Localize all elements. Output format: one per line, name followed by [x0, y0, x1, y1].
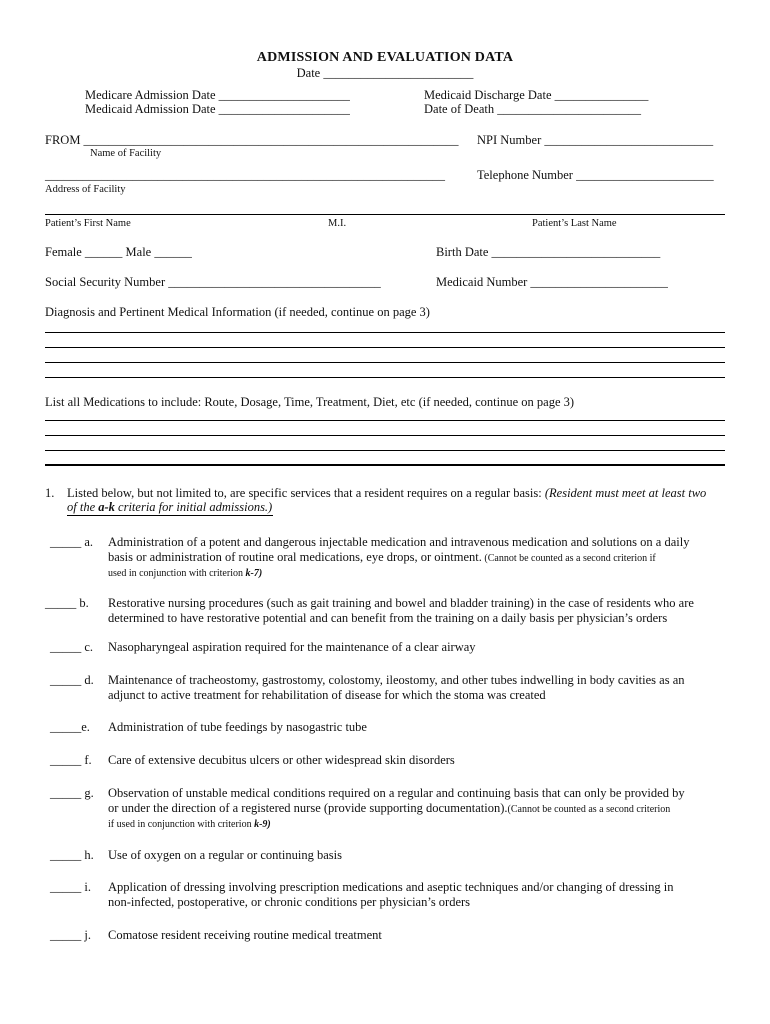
- item-a-line2: [108, 550, 708, 566]
- medicaid-admission-date-field[interactable]: Medicaid Admission Date _____________________: [85, 102, 350, 116]
- item-h-text: [108, 848, 708, 863]
- item-j-text: [108, 928, 708, 943]
- item-g-note: (Cannot be counted as a second criterion: [507, 804, 671, 815]
- facility-address-caption: Address of Facility: [45, 184, 126, 195]
- item-c-text: [108, 640, 708, 655]
- checkbox-item-j[interactable]: _____ j.: [50, 928, 91, 942]
- telephone-number-field[interactable]: Telephone Number ______________________: [477, 168, 714, 182]
- checkbox-item-d[interactable]: _____ d.: [50, 673, 94, 687]
- checkbox-item-b[interactable]: _____ b.: [45, 596, 89, 610]
- item-f-line1: Care of extensive decubitus ulcers or other widespread skin disorders: [108, 753, 455, 767]
- item-a-line2-text: basis or administration of routine oral medications, eye drops, or ointment.: [108, 550, 482, 564]
- medications-line[interactable]: [45, 435, 725, 436]
- item-i-line1: Application of dressing involving prescription medications and aseptic techniques and/or changing of dressing in: [108, 880, 674, 894]
- item-g-criterion: k-9): [254, 819, 271, 830]
- checkbox-item-a[interactable]: _____ a.: [50, 535, 94, 549]
- checkbox-item-f[interactable]: _____ f.: [50, 753, 92, 767]
- item-a-note: (Cannot be counted as a second criterion if: [481, 553, 656, 564]
- item-g-line1: Observation of unstable medical conditions required on a regular and continuing basis that can only be provided by: [108, 786, 685, 800]
- checkbox-item-e[interactable]: _____e.: [50, 720, 90, 734]
- item-a-line3: [108, 566, 708, 581]
- medications-line[interactable]: [45, 450, 725, 451]
- birth-date-field[interactable]: Birth Date ___________________________: [436, 245, 661, 259]
- section-intro: [67, 486, 706, 501]
- medicaid-number-field[interactable]: Medicaid Number ______________________: [436, 275, 668, 289]
- facility-name-field[interactable]: FROM ____________________________________________________________: [45, 133, 459, 147]
- diagnosis-line[interactable]: [45, 362, 725, 363]
- medicaid-discharge-date-field[interactable]: Medicaid Discharge Date _______________: [424, 88, 649, 102]
- item-e-text: [108, 720, 708, 735]
- section-intro-criteria: a-k: [98, 500, 115, 514]
- medications-line[interactable]: [45, 420, 725, 421]
- item-b-line2: determined to have restorative potential and can benefit from the training on a daily basis per physician’s orders: [108, 611, 668, 625]
- ssn-field[interactable]: Social Security Number __________________________________: [45, 275, 381, 289]
- patient-mi-caption: M.I.: [328, 218, 347, 229]
- section-intro-text: Listed below, but not limited to, are specific services that a resident requires on a regular basis:: [67, 486, 542, 500]
- sex-field[interactable]: Female ______ Male ______: [45, 245, 192, 259]
- item-g-line3-text: if used in conjunction with criterion: [108, 819, 255, 830]
- item-d-line1: Maintenance of tracheostomy, gastrostomy, colostomy, ileostomy, and other tubes indwelling in body cavities as an: [108, 673, 685, 687]
- item-g-line2: [108, 801, 708, 817]
- diagnosis-line[interactable]: [45, 347, 725, 348]
- diagnosis-line[interactable]: [45, 377, 725, 378]
- item-e-line1: Administration of tube feedings by nasogastric tube: [108, 720, 367, 734]
- item-h-line1: Use of oxygen on a regular or continuing basis: [108, 848, 342, 862]
- item-g-line2-text: or under the direction of a registered nurse (provide supporting documentation).: [108, 801, 508, 815]
- section-intro-underline: [67, 515, 273, 516]
- medications-label: List all Medications to include: Route, Dosage, Time, Treatment, Diet, etc (if needed, continue on page 3): [45, 395, 575, 409]
- section-divider: [45, 464, 725, 466]
- item-i-text: [108, 880, 708, 910]
- facility-name-caption: Name of Facility: [90, 148, 162, 159]
- item-g-text: [108, 786, 708, 832]
- patient-name-line[interactable]: [45, 214, 725, 215]
- date-of-death-field[interactable]: Date of Death _______________________: [424, 102, 641, 116]
- form-title: ADMISSION AND EVALUATION DATA: [256, 50, 514, 65]
- item-a-line1: Administration of a potent and dangerous injectable medication and intravenous medication and solutions on a daily: [108, 535, 690, 549]
- item-i-line2: non-infected, postoperative, or chronic conditions per physician’s orders: [108, 895, 471, 909]
- npi-number-field[interactable]: NPI Number ___________________________: [477, 133, 714, 147]
- checkbox-item-h[interactable]: _____ h.: [50, 848, 94, 862]
- item-g-line3: [108, 817, 708, 832]
- item-b-line1: Restorative nursing procedures (such as gait training and bowel and bladder training) in the case of residents who are: [108, 596, 694, 610]
- item-b-text: [108, 596, 708, 626]
- item-f-text: [108, 753, 708, 768]
- item-d-line2: adjunct to active treatment for rehabilitation of disease for which the stoma was created: [108, 688, 546, 702]
- item-j-line1: Comatose resident receiving routine medical treatment: [108, 928, 382, 942]
- item-a-line3-text: used in conjunction with criterion: [108, 568, 246, 579]
- item-d-text: [108, 673, 708, 703]
- date-field[interactable]: Date ________________________: [296, 66, 474, 80]
- diagnosis-line[interactable]: [45, 332, 725, 333]
- section-intro-rest: criteria for initial admissions.): [114, 500, 273, 514]
- checkbox-item-g[interactable]: _____ g.: [50, 786, 94, 800]
- section-number: 1.: [45, 486, 55, 500]
- section-intro-line2: [67, 500, 272, 515]
- checkbox-item-i[interactable]: _____ i.: [50, 880, 91, 894]
- patient-last-name-caption: Patient’s Last Name: [532, 218, 617, 229]
- item-c-line1: Nasopharyngeal aspiration required for the maintenance of a clear airway: [108, 640, 476, 654]
- medicare-admission-date-field[interactable]: Medicare Admission Date _____________________: [85, 88, 350, 102]
- diagnosis-label: Diagnosis and Pertinent Medical Information (if needed, continue on page 3): [45, 305, 430, 319]
- item-a-criterion: k-7): [245, 568, 263, 579]
- item-a-text: [108, 535, 708, 581]
- section-intro-italic: (Resident must meet at least two: [544, 486, 707, 500]
- checkbox-item-c[interactable]: _____ c.: [50, 640, 94, 654]
- facility-address-field[interactable]: ________________________________________________________________: [45, 168, 445, 182]
- patient-first-name-caption: Patient’s First Name: [45, 218, 131, 229]
- section-intro-of: of the: [67, 500, 99, 514]
